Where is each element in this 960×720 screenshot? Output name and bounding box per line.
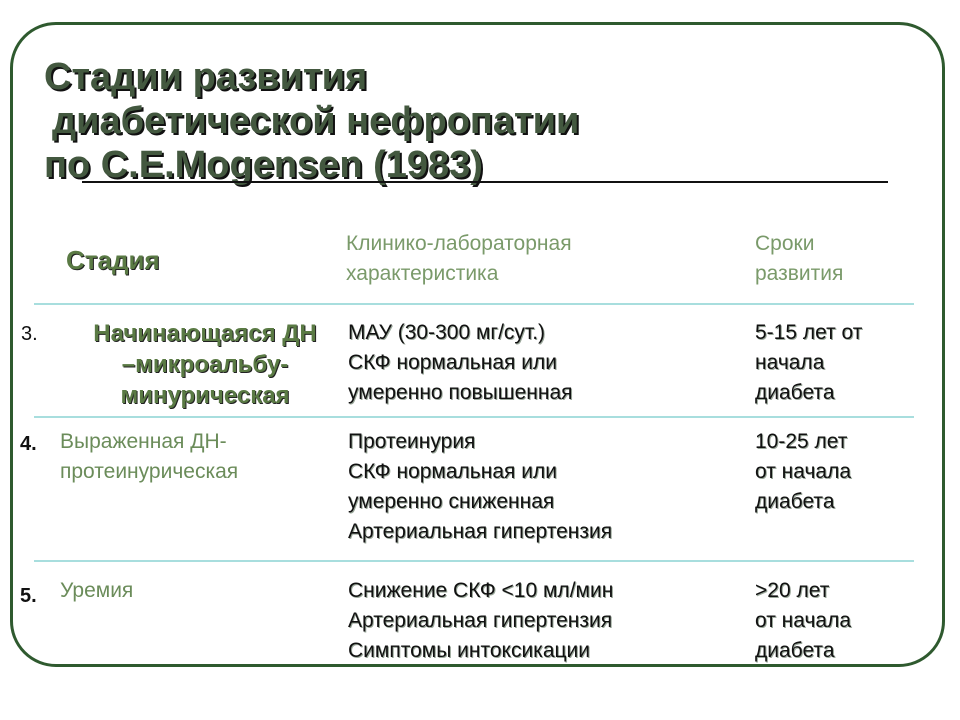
header-clinical <box>346 229 572 289</box>
stage-name <box>60 427 238 487</box>
term-line: 10-25 лет <box>755 430 848 453</box>
slide-title-line-1: Стадии развития <box>44 56 368 98</box>
header-term <box>755 229 843 289</box>
clinical-line: СКФ нормальная или <box>348 351 557 374</box>
term-cell <box>755 576 851 666</box>
row-divider <box>34 416 914 418</box>
term-line: диабета <box>755 381 835 404</box>
term-line: диабета <box>755 639 835 662</box>
row-divider <box>34 560 914 562</box>
stage-name <box>60 318 350 411</box>
clinical-line: умеренно повышенная <box>348 381 573 404</box>
clinical-line: умеренно сниженная <box>348 490 555 513</box>
clinical-line: Симптомы интоксикации <box>348 639 590 662</box>
term-line: >20 лет <box>755 579 830 602</box>
stage-name-line: минурическая <box>120 382 290 409</box>
header-clinical-line: Клинико-лабораторная <box>346 232 572 255</box>
title-underline <box>82 181 888 183</box>
clinical-line: СКФ нормальная или <box>348 460 557 483</box>
clinical-line: Протеинурия <box>348 430 476 453</box>
row-number: 3. <box>21 323 38 345</box>
row-divider <box>34 303 914 305</box>
clinical-line: Артериальная гипертензия <box>348 520 613 543</box>
stage-name-line: Выраженная ДН- <box>60 430 227 453</box>
row-number: 5. <box>20 585 37 607</box>
clinical-line: Артериальная гипертензия <box>348 609 613 632</box>
row-number: 4. <box>20 433 37 455</box>
term-line: начала <box>755 351 825 374</box>
term-cell <box>755 427 851 517</box>
term-line: от начала <box>755 609 852 632</box>
stage-name-line: Уремия <box>60 579 134 602</box>
clinical-line: МАУ (30-300 мг/сут.) <box>348 321 546 344</box>
clinical-cell <box>348 427 612 547</box>
clinical-cell <box>348 318 573 408</box>
slide-title-line-2: диабетической нефропатии <box>52 100 580 142</box>
term-cell <box>755 318 862 408</box>
stage-name-line: протеинурическая <box>60 460 239 483</box>
stage-name-line: –микроальбу- <box>121 351 289 378</box>
header-stage: Стадия <box>66 245 160 275</box>
header-term-line: Сроки <box>755 232 815 255</box>
stage-name <box>60 576 133 606</box>
stage-name-line: Начинающаяся ДН <box>93 320 317 347</box>
header-term-line: развития <box>755 262 844 285</box>
clinical-cell <box>348 576 613 666</box>
term-line: 5-15 лет от <box>755 321 863 344</box>
term-line: от начала <box>755 460 852 483</box>
slide-title-line-3: по С.Е.Mogensen (1983) <box>44 144 483 186</box>
term-line: диабета <box>755 490 835 513</box>
header-clinical-line: характеристика <box>346 262 499 285</box>
clinical-line: Снижение СКФ <10 мл/мин <box>348 579 614 602</box>
